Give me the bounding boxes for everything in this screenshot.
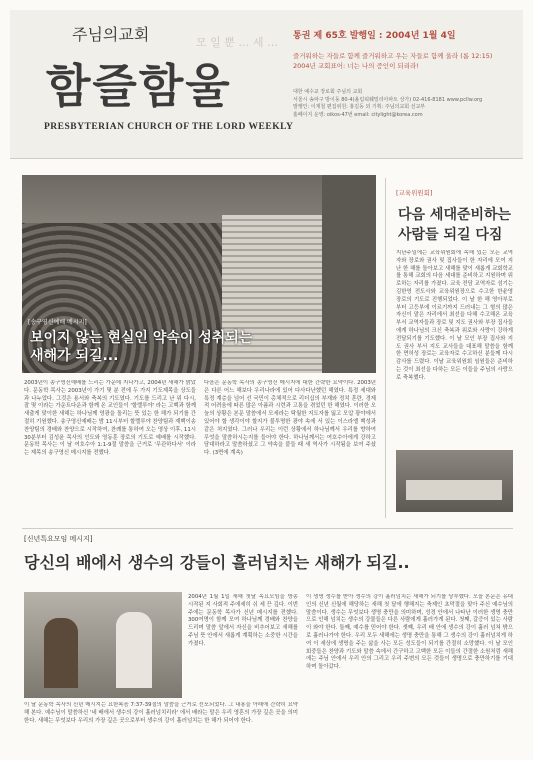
church-address xyxy=(293,89,518,119)
lead-photo-tag: [송구영신예배 메시지] xyxy=(28,319,87,326)
stairs-image xyxy=(222,215,332,373)
newyear-col-b: 이 날 문동학 목사의 신년 메시지는 요한복음 7:37-39절의 말씀을 근거로 선포되었다. 그 내용을 아래에 간략히 요약해 본다. 예수님이 말씀하신 '네 배에서 생수의 강이 흘러넘치리라' 에서 배라는 말은 우리 영혼의 가장 깊은 곳을 의미한다. 새해는 무엇보다 우리의 가장 깊은 곳으로부터 생수의 강이 흘러넘치는 한 해가 되어야 한다. xyxy=(24,702,298,724)
speaker-figure xyxy=(44,618,78,688)
masthead-info xyxy=(293,28,518,119)
section-divider xyxy=(22,528,513,529)
newsletter-title-english: PRESBYTERIAN CHURCH OF THE LORD WEEKLY xyxy=(44,122,294,132)
church-name-small: 주님의교회 xyxy=(72,25,150,44)
lead-article-col1: 2003년이 송구영신예배를 드리는 가운데 지나가고, 2004년 새해가 밝았다. 문동학 목사는 2003년이 가기 몇 분 전에 두 가지 기도제목을 상도들과 나누었다. 그것은 용서와 축복의 기도였다. 기도를 드리고 난 위 다시, 잘 몇 이라는 가운트다운과 함께 온 교인들이 '할렐루야' 라는 고백과 함께 새출게 맞이한 새해는 하나님께 영광을 돌리는 뜻 있는 한 해가 되기를 간절히 기원했다. 송구영신예배는 밤 11시부터 할렐루야 찬양팀과 재백이송 찬양팀의 경배와 찬양으로 시작하여, 찬례를 통하여 오는 영상 이후, 11시 30분부터 김성윤 목사의 인도와 영동훈 장로의 기도로 예배를 시작했다. 문동학 목사는 이 날 여호수아 1:1-9절 말씀을 근거로 '무관하다서' 이라는 제목의 송구영신 메시지를 전했다. xyxy=(24,380,196,457)
lead-article-col2: 다음은 문동학 목사의 송구영신 메시지에 대한 간략한 요약이다. 2003년은 다른 어느 해보다 우리나라에 있어 다사다난했던 해였다. 특정 세대와 특정 계층을 넘어 선 국민이 총체적으로 리더십의 부재와 정치 혼란, 경제적 어려움에 따른 많은 아픔과 시련과 고통을 겪었던 한 해였다. 이러한 오늘의 상황은 본문 말씀에서 모세라는 탁월한 지도자를 잃고 모압 광야에서 있어야 할 생각이야 할지가 불투명한 광야 속에 서 있는 이스라엘 백성과 같은 처지였다. 그러나 우리는 이런 상황에서 하나님께서 우리를 향하여 무엇을 말씀하시는지를 들어야 한다. 하나님께서는 여호수아에게 강하고 담대하라고 말씀하셨고 그 약속을 붙들 때 새 역사가 시작됨을 보여 주셨다. (3면에 계속) xyxy=(204,380,376,457)
newyear-photo xyxy=(24,592,182,698)
address-line: 홈페이지 운영: oikos-47번 email: citylight@korea.com xyxy=(293,111,423,118)
issue-info: 통권 제 65호 발행일 : 2004년 1월 4일 xyxy=(293,31,456,41)
newyear-col-c: 이 생명 생수를 받아 생수의 강이 흘러넘치는 새해가 되기를 당부했다. 오늘 본문은 유대인의 신년 신월에 해당하는 새해 첫 달에 행해지는 축제인 초막절을 맞아 주신 예수님의 말씀이다. 생수는 무엇보다 생명 충만을 의미하며, 성경 안에서 나타난 이러한 생명 충만으로 인해 넘치는 생수의 강물들은 다른 사람에게 흘러가게 된다. 첫째, 갈증이 있는 사람이 와야 한다. 둘째, 예수를 믿어야 한다. 셋째, 우리 배 안에 생수의 강이 흘러 넘쳐 밖으로 흘러나가야 한다. 우리 모두 새해에는 생명 충만을 통해 그 생수의 강이 흘러넘치게 하여 이 세상에 생명을 주는 삶을 사는 모든 성도들이 되기를 간절히 소망했다. 이 날 모인 회중들은 찬양과 기도와 말씀 속에서 간구하고 고백한 모든 이들의 간절한 소원처럼 새해에는 주님 안에서 우리 안의 그리고 우리 주변의 모든 것들이 생명으로 충만하기를 기대하며 돌아갔다. xyxy=(306,594,513,671)
address-line: 서울시 송파구 방이동 80-4(올림픽훼밀리아파트 상가) 02-416-8181 www.pcllw.org xyxy=(293,96,483,103)
education-headline-line1: 다음 세대준비하는 xyxy=(398,207,512,223)
meeting-table-image xyxy=(406,480,502,500)
education-body: 지난주일에는 교육위원회에 속해 있는 모든 교역자와 장로와 권사 및 집사들이 한 자리에 모여 지난 한 해를 돌아보고 새해를 맞이 새롭게 교회학교를 통해 교회의 다음 세대를 준비하고 지원하며 위로하는 자리를 가졌다. 교육 전담 교역자로 섬기는 김한영 전도사와 교육위원장으로 수고한 한윤영 장로의 기도로 진행되었다. 이 날 한 해 영아부로부터 고등부에 이르기까지 드러내는 그 형의 많은 자신이 맡은 자리에서 최선을 다해 수고해온 교육부서 교역자들과 장로 및 지도 권사와 부장 집사들에게 하나님의 크신 축복과 위로와 사랑이 강하게 전달되기를 기도했다. 이 날 모인 부장 집사와 지도 권사 부서 지도 교사들을 대표해 말씀을 함께 한 면허성 장로는 교육자로 수고하신 분들께 다시 감사를 드렸다. 이날 교육위원회 임원들은 준비하는 것이 최선을 다하는 모든 이들을 주님의 사랑으로 축복했다. xyxy=(396,250,513,381)
newyear-tag: [신년특요모임 메시지] xyxy=(24,535,93,543)
singer-figure xyxy=(116,612,152,688)
lead-photo xyxy=(22,175,376,373)
masthead xyxy=(10,10,523,159)
education-tag: [교육위원회] xyxy=(396,189,433,197)
masthead-ghost-text: 모 일 뿐 … 세 … xyxy=(196,36,278,49)
newsletter-title: 함즐함울 xyxy=(46,59,232,113)
address-line: 발행인: 이재철 편집위원: 홍길동 외 기획: 주님의교회 선교부 xyxy=(293,104,426,110)
wall-image xyxy=(322,175,376,373)
education-photo xyxy=(396,450,513,512)
education-headline-line2: 사람들 되길 다짐 xyxy=(398,227,503,243)
newyear-headline: 당신의 배에서 생수의 강들이 흘러넘치는 새해가 되길.. xyxy=(24,553,410,572)
newyear-col-a: 2004년 1월 1일 새해 첫날 목요모임을 방송 시작된 지 사회적 주에세히 쉬 세 끈 깊다. 이번주에는 문동학 목사가 신년 메시지를 전했다. 300여명이 함께 모여 하나님께 경배와 찬양을 드리며 말씀 앞에서 자신을 비추어보고 새해를 주님 뜻 안에서 새롭게 계획하는 소중한 시간을 가졌다. xyxy=(188,594,298,647)
column-divider xyxy=(385,178,386,518)
church-motto: 2004년 교회표어: 너는 나의 증인이 되리라! xyxy=(293,62,419,70)
scripture-motto: 즐거워하는 자들로 함께 즐거워하고 우는 자들로 함께 울라 (롬 12:15) xyxy=(293,52,493,60)
lead-headline-line1: 보이지 않는 현실인 약속이 성취되는 xyxy=(30,330,253,346)
lead-headline-line2: 새해가 되길... xyxy=(30,348,119,364)
address-line: 대한 예수교 장로회 주님의 교회 xyxy=(293,89,363,95)
